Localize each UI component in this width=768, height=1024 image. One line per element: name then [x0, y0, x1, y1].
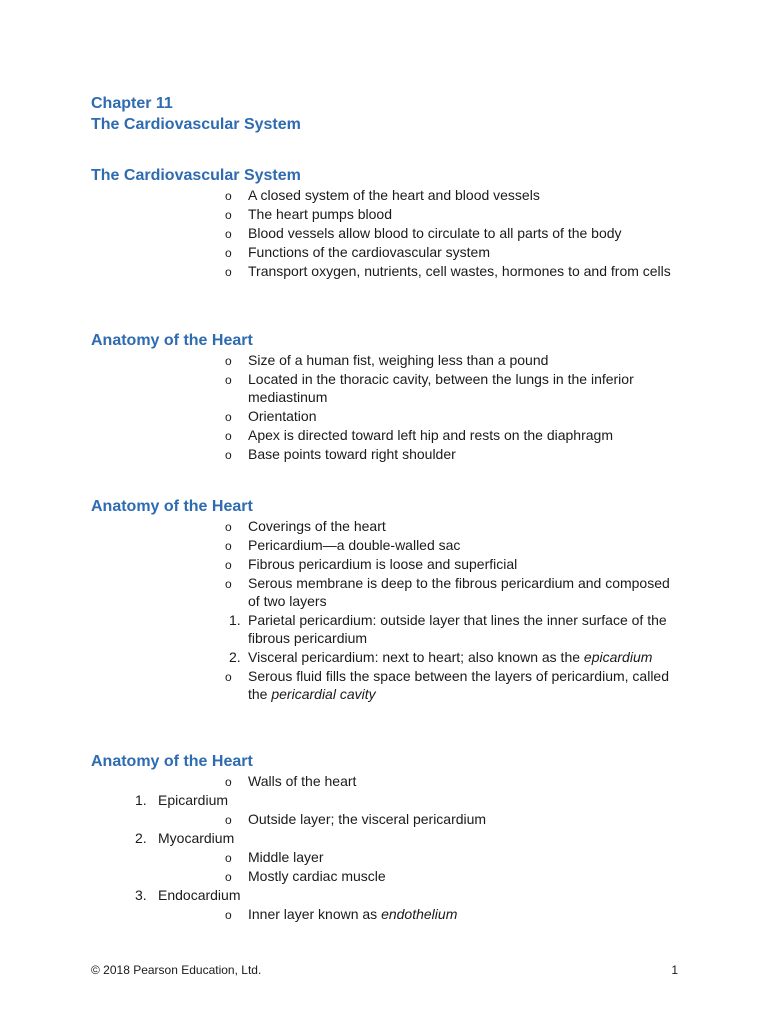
list-item-plain-text: Located in the thoracic cavity, between the lungs in the inferior mediastinum [248, 371, 634, 405]
footer-copyright: © 2018 Pearson Education, Ltd. [91, 963, 262, 977]
chapter-heading [91, 93, 301, 135]
bullet-icon: o [225, 539, 232, 553]
bullet-icon: o [225, 448, 232, 462]
section-items [0, 186, 768, 281]
list-item [0, 848, 768, 866]
list-number: 2. [229, 649, 241, 665]
list-item-text [248, 536, 680, 554]
list-item-text [248, 810, 680, 828]
list-item [0, 351, 768, 369]
list-item-text [248, 370, 680, 406]
bullet-icon: o [225, 189, 232, 203]
list-item-text [248, 445, 680, 463]
list-item-plain-text: Size of a human fist, weighing less than a pound [248, 352, 549, 368]
list-item-italic-term: pericardial cavity [271, 686, 376, 702]
list-item-text [248, 351, 680, 369]
list-item-plain-text: Apex is directed toward left hip and rests on the diaphragm [248, 427, 613, 443]
bullet-icon: o [225, 775, 232, 789]
bullet-icon: o [225, 813, 232, 827]
list-item [0, 370, 768, 406]
list-item [0, 536, 768, 554]
list-item-plain-text: Mostly cardiac muscle [248, 868, 386, 884]
list-item [0, 810, 768, 828]
list-item-plain-text: Inner layer known as [248, 906, 382, 922]
list-item-text [248, 262, 680, 280]
list-item-plain-text: Orientation [248, 408, 317, 424]
list-item-plain-text: Myocardium [158, 830, 235, 846]
section-items [0, 772, 768, 924]
list-item [0, 224, 768, 242]
list-item-text [248, 867, 680, 885]
bullet-icon: o [225, 558, 232, 572]
list-number: 1. [135, 792, 147, 808]
list-item-text [248, 517, 680, 535]
list-item [0, 262, 768, 280]
list-item-plain-text: Transport oxygen, nutrients, cell wastes, hormones to and from cells [248, 263, 671, 279]
list-item-italic-term: epicardium [583, 649, 653, 665]
section-items [0, 517, 768, 704]
list-item-plain-text: Epicardium [158, 792, 229, 808]
footer-page-number: 1 [671, 963, 678, 977]
list-item [0, 611, 768, 647]
list-item-plain-text: Parietal pericardium: outside layer that lines the inner surface of the fibrous pericardium [248, 612, 667, 646]
section-title: The Cardiovascular System [91, 167, 301, 184]
list-item [0, 517, 768, 535]
list-item-italic-term: endothelium [381, 906, 458, 922]
section-title: Anatomy of the Heart [91, 332, 253, 349]
list-item-plain-text: A closed system of the heart and blood vessels [248, 187, 540, 203]
bullet-icon: o [225, 373, 232, 387]
list-item-plain-text: Coverings of the heart [248, 518, 386, 534]
list-number: 1. [229, 612, 241, 628]
list-item-plain-text: Endocardium [158, 887, 241, 903]
section-items [0, 351, 768, 464]
list-item-text [248, 426, 680, 444]
bullet-icon: o [225, 520, 232, 534]
bullet-icon: o [225, 227, 232, 241]
list-number: 2. [135, 830, 147, 846]
section-title: Anatomy of the Heart [91, 753, 253, 770]
list-item-plain-text: Walls of the heart [248, 773, 357, 789]
list-item-plain-text: Functions of the cardiovascular system [248, 244, 490, 260]
bullet-icon: o [225, 246, 232, 260]
list-item-text [248, 186, 680, 204]
list-item [0, 243, 768, 261]
list-item-plain-text: Middle layer [248, 849, 324, 865]
list-item-text [158, 886, 590, 904]
list-item [0, 648, 768, 666]
list-item-text [248, 224, 680, 242]
list-item-text [248, 848, 680, 866]
bullet-icon: o [225, 208, 232, 222]
list-item [0, 772, 768, 790]
bullet-icon: o [225, 354, 232, 368]
numbered-list-item [0, 791, 768, 809]
list-item [0, 867, 768, 885]
list-item-plain-text: The heart pumps blood [248, 206, 392, 222]
section-title: Anatomy of the Heart [91, 498, 253, 515]
list-item [0, 407, 768, 425]
list-item-text [248, 648, 680, 666]
list-item-plain-text: Serous membrane is deep to the fibrous pericardium and composed of two layers [248, 575, 670, 609]
bullet-icon: o [225, 670, 232, 684]
chapter-title: The Cardiovascular System [91, 116, 301, 133]
list-item-text [248, 772, 680, 790]
list-item-text [248, 611, 680, 647]
numbered-list-item [0, 829, 768, 847]
bullet-icon: o [225, 410, 232, 424]
list-item-text [248, 205, 680, 223]
list-item-text [248, 667, 680, 703]
list-item-plain-text: Serous fluid fills the space between the layers of pericardium, called the [248, 668, 669, 702]
list-item-text [248, 905, 680, 923]
list-item-text [248, 574, 680, 610]
list-item-text [248, 407, 680, 425]
list-item-plain-text: Blood vessels allow blood to circulate to all parts of the body [248, 225, 622, 241]
list-number: 3. [135, 887, 147, 903]
bullet-icon: o [225, 429, 232, 443]
bullet-icon: o [225, 851, 232, 865]
list-item [0, 426, 768, 444]
chapter-number: Chapter 11 [91, 95, 173, 112]
list-item-plain-text: Fibrous pericardium is loose and superficial [248, 556, 518, 572]
list-item [0, 905, 768, 923]
list-item [0, 205, 768, 223]
list-item-plain-text: Base points toward right shoulder [248, 446, 456, 462]
list-item [0, 555, 768, 573]
list-item-text [158, 791, 590, 809]
list-item-text [248, 555, 680, 573]
list-item [0, 667, 768, 703]
list-item-text [248, 243, 680, 261]
list-item [0, 574, 768, 610]
list-item-text [158, 829, 590, 847]
bullet-icon: o [225, 265, 232, 279]
list-item-plain-text: Pericardium—a double-walled sac [248, 537, 461, 553]
bullet-icon: o [225, 577, 232, 591]
list-item [0, 186, 768, 204]
bullet-icon: o [225, 908, 232, 922]
list-item [0, 445, 768, 463]
bullet-icon: o [225, 870, 232, 884]
numbered-list-item [0, 886, 768, 904]
list-item-plain-text: Outside layer; the visceral pericardium [248, 811, 487, 827]
list-item-plain-text: Visceral pericardium: next to heart; also known as the [248, 649, 584, 665]
